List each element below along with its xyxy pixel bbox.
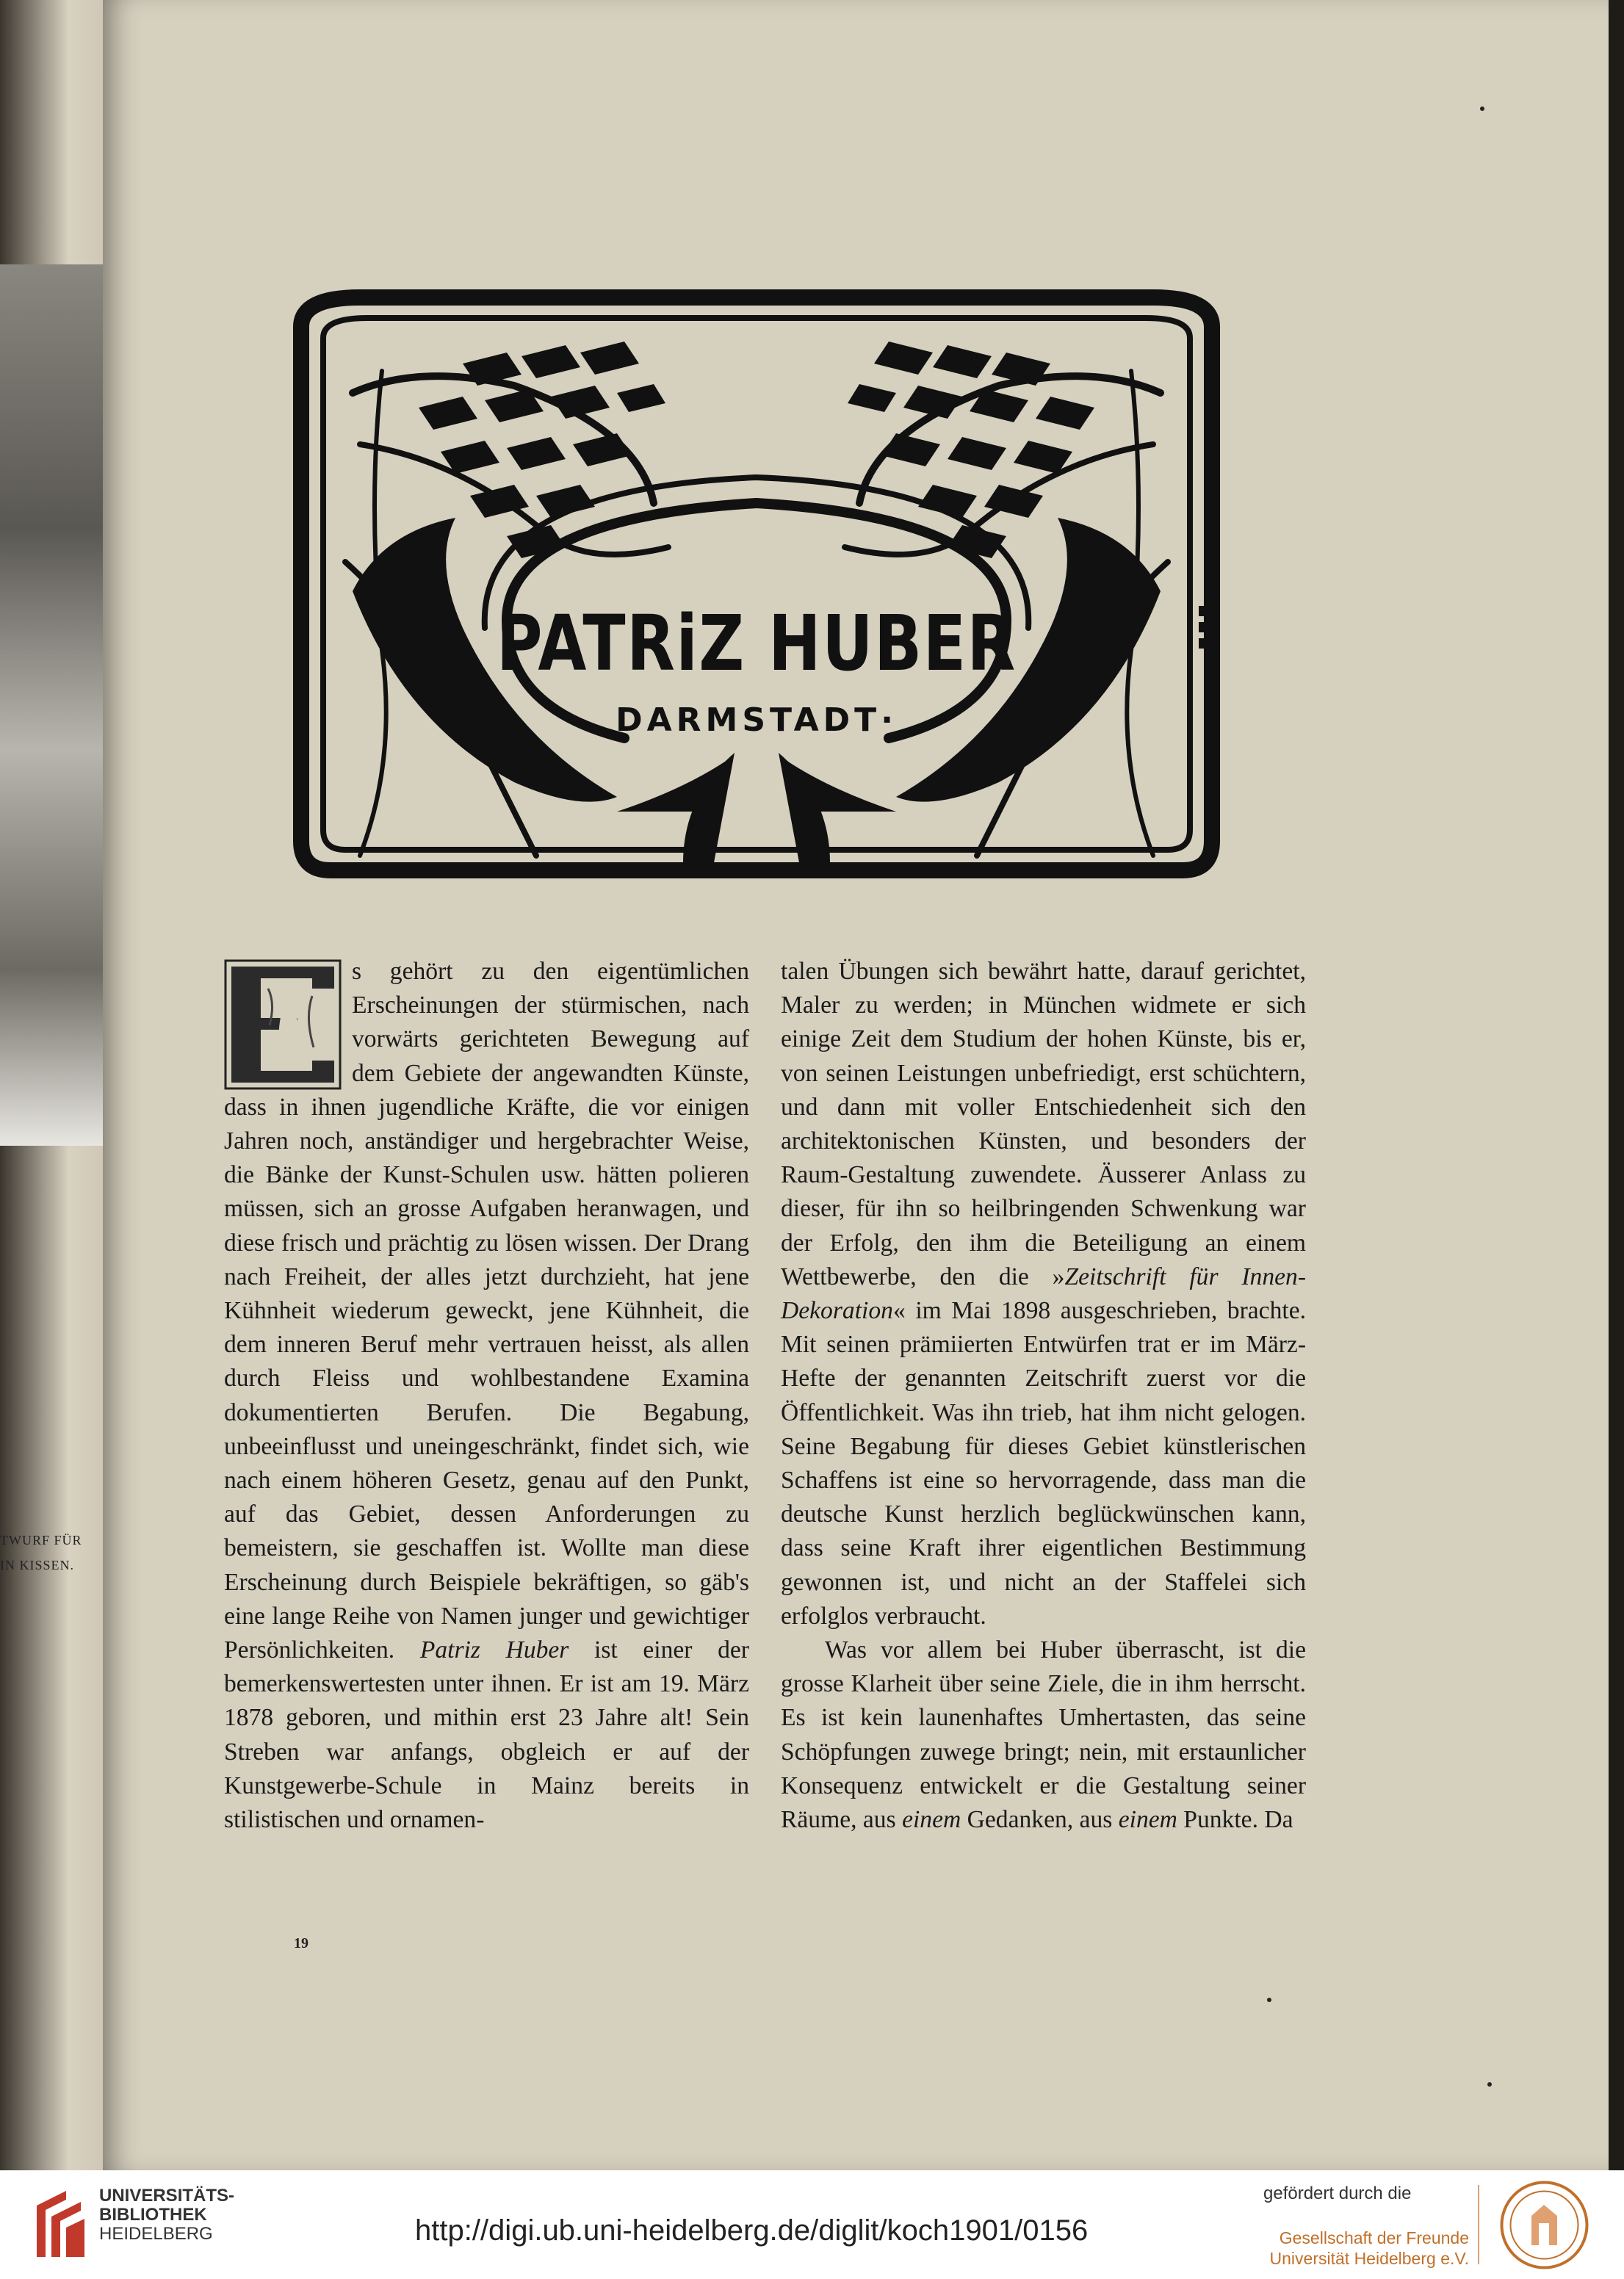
library-name-line: HEIDELBERG [99,2224,213,2244]
caption-line: TWURF FÜR [0,1533,82,1547]
article-paragraph [781,1633,1306,1837]
decorative-initial-e [224,959,342,1090]
logo-subtitle: DARMSTADT· [616,701,898,739]
logo-ornament [272,283,1241,900]
sponsor-name [1263,2228,1469,2269]
permalink-url[interactable]: http://digi.ub.uni-heidelberg.de/diglit/koch1901/0156 [415,2214,1089,2247]
library-name-line: UNIVERSITÄTS- [99,2186,235,2206]
paragraph-text: « im Mai 1898 ausgeschrieben, brachte. Mit seinen prämiierten Entwürfen trat er im März-Hefte der genannten Zeitschrift zuerst vor die Öffentlichkeit. Was ihn trieb, hat ihm nicht gelogen. Seine Begabung für dieses Gebiet künstlerischen Schaffens ist eine so hervorragende, dass man die deutsche Kunst herzlich beglückwünschen kann, dass seine Kraft ihrer eigentlichen Bestimmung gewonnen ist, und nicht an der Staffelei sich erfolglos verbraucht. [781,1297,1306,1630]
article-paragraph [781,955,1306,1633]
scan-speck [1267,1998,1271,2002]
scan-speck [1480,106,1484,111]
university-seal-icon [1498,2179,1590,2271]
library-logo-icon [29,2184,88,2264]
italic-journal-title: Zeitschrift für Innen-Dekoration [781,1263,1306,1325]
paragraph-text: ist einer der bemerkenswertesten unter ihnen. Er ist am 19. März 1878 geboren, und mithin erst 23 Jahre alt! Sein Streben war anfangs, obgleich er auf der Kunstgewerbe-Schule in Mainz bereits in stilistischen und ornamen- [224,1636,749,1834]
patriz-huber-logo [272,283,1241,900]
scan-speck [1487,2082,1492,2087]
caption-line: IN KISSEN. [0,1558,75,1572]
paragraph-text: Was vor allem bei Huber überrascht, ist die grosse Klarheit über seine Ziele, die in ihm herrscht. Es ist kein launenhaftes Umhertasten, das seine Schöpfungen zuwege bringt; nein, mit erstaunlicher Konsequenz entwickelt er die Gestaltung seiner Räume, aus [781,1636,1306,1834]
footer-divider [1478,2185,1479,2264]
paragraph-text: Gedanken, aus [961,1806,1119,1834]
initial-e-figure-icon [224,959,342,1090]
article-paragraph [224,955,749,1837]
sponsor-label: gefördert durch die [1263,2184,1412,2203]
sponsor-name-line: Universität Heidelberg e.V. [1269,2249,1469,2268]
page-number: 19 [294,1935,308,1951]
sponsor-name-line: Gesellschaft der Freunde [1279,2228,1469,2247]
library-name [99,2186,234,2244]
italic-emphasis: einem [1118,1806,1177,1834]
library-name-line: BIBLIOTHEK [99,2205,207,2225]
italic-name: Patriz Huber [419,1636,569,1664]
article-right-column [781,955,1306,1837]
italic-emphasis: einem [902,1806,961,1834]
left-page-photo [0,264,103,1146]
digitization-footer [0,2170,1624,2279]
article-left-column [224,955,749,1837]
paragraph-text: Punkte. Da [1177,1806,1293,1834]
left-page-caption [0,1528,88,1578]
paragraph-text: s gehört zu den eigentümlichen Erscheinungen der stürmischen, nach vorwärts gerichteten Bewegung auf dem Gebiete der angewandten Künste, dass in ihnen jugendliche Kräfte, die vor einigen Jahren noch, anständiger und hergebrachter Weise, die Bänke der Kunst-Schulen usw. hätten polieren müssen, sich an grosse Aufgaben heranwagen, und diese frisch und prächtig zu lösen wissen. Der Drang nach Freiheit, der alles jetzt durchzieht, hat jene Kühnheit wiederum geweckt, jene Kühnheit, die dem inneren Beruf mehr vertrauen heisst, als allen durch Fleiss und wohlbestandene Examina dokumentierten Berufen. Die Begabung, unbeeinflusst und uneingeschränkt, findet sich, wie nach einem höheren Gesetz, genau auf den Punkt, auf das Gebiet, dessen Anforderungen zu bemeistern, sie geschaffen ist. Wollte man diese Erscheinung durch Beispiele bekräftigen, so gäb's eine lange Reihe von Namen junger und gewichtiger Persönlichkeiten. [224,958,749,1664]
logo-title: PATRiZ HUBER [497,599,1017,688]
paragraph-text: talen Übungen sich bewährt hatte, darauf gerichtet, Maler zu werden; in München widmete er sich einige Zeit dem Studium der hohen Künste, bis er, von seinen Leistungen unbefriedigt, erst schüchtern, und dann mit voller Entschiedenheit sich den architektonischen Künsten, und besonders der Raum-Gestaltung zuwendete. Äusserer Anlass zu dieser, für ihn so heilbringenden Schwenkung war der Erfolg, den ihm die Beteiligung an einem Wettbewerbe, den die » [781,958,1306,1290]
